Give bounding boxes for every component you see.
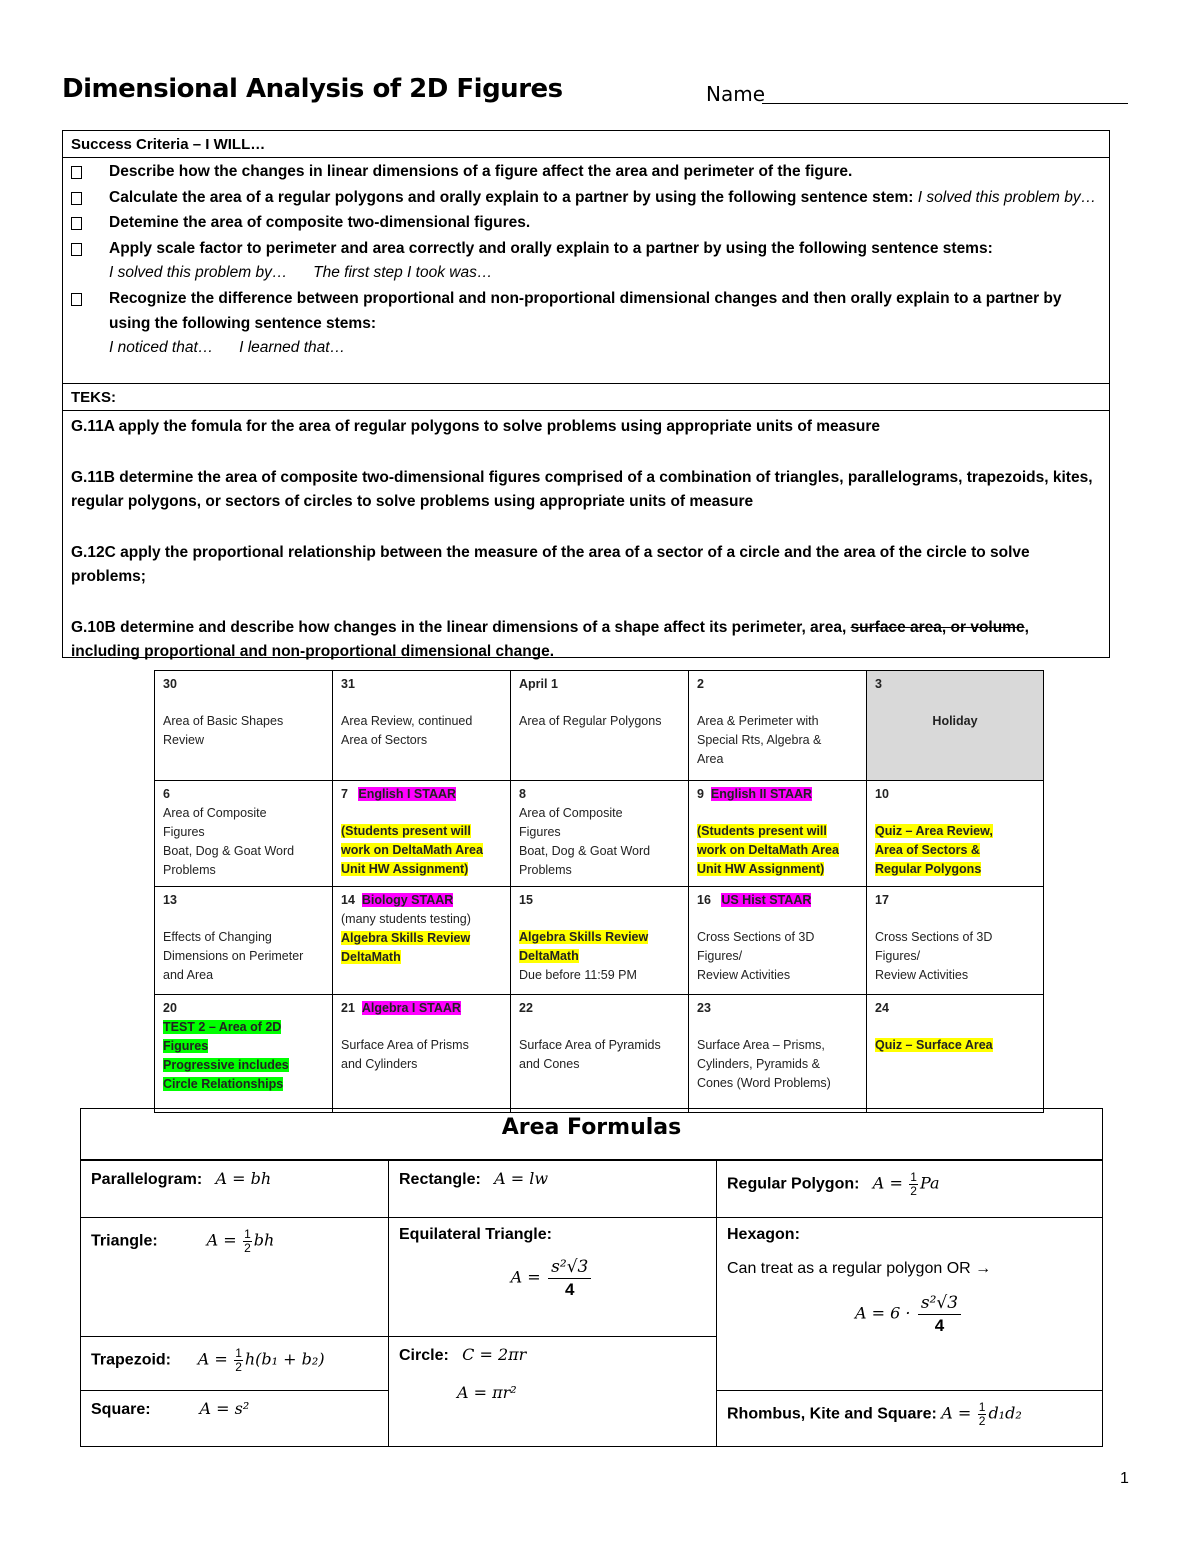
cell-text: work on DeltaMath Area <box>341 843 483 857</box>
cell-text: Cross Sections of 3D <box>697 930 815 944</box>
date-label: 20 <box>163 1001 177 1015</box>
numerator: 1 <box>235 1346 242 1360</box>
formula-expression: A = <box>510 1267 541 1287</box>
cell-text: Cross Sections of 3D <box>875 930 993 944</box>
criteria-item <box>71 211 1101 236</box>
cell-text: Review Activities <box>875 968 969 982</box>
staar-badge: Algebra I STAAR <box>361 1001 461 1015</box>
date-label: 23 <box>697 1001 711 1015</box>
formula-expression: A = s² <box>199 1399 250 1418</box>
fraction <box>909 1171 918 1198</box>
formula-trapezoid <box>80 1336 389 1391</box>
cell-text: Figures <box>519 825 561 839</box>
cell-text: (many students testing) <box>341 912 471 926</box>
calendar-cell <box>689 995 867 1113</box>
calendar-cell <box>155 671 333 781</box>
denominator: 2 <box>910 1184 917 1198</box>
cell-text: Surface Area of Pyramids <box>519 1038 661 1052</box>
formula-label: Trapezoid: <box>91 1351 172 1369</box>
formula-label: Parallelogram: <box>91 1171 203 1188</box>
strikethrough-text: surface area, or volume <box>850 618 1025 636</box>
cell-text: Area Review, continued <box>341 714 473 728</box>
teks-g11b: G.11B determine the area of composite two-dimensional figures comprised of a combination of triangles, parallelograms, trapezoids, kites, regular polygons, or sectors of circles to solve problems using appropriate units of measure <box>71 468 1093 510</box>
cell-text: Dimensions on Perimeter <box>163 949 304 963</box>
cell-text: Algebra Skills Review <box>519 930 649 944</box>
formula-expression: h(b₁ + b₂) <box>244 1349 325 1369</box>
calendar-row <box>155 995 1044 1113</box>
cell-text: Area <box>697 752 724 766</box>
denominator: 4 <box>934 1316 945 1335</box>
cell-text: and Cylinders <box>341 1057 418 1071</box>
criteria-heading: Success Criteria – I WILL… <box>63 131 1109 158</box>
cell-text: Regular Polygons <box>875 862 982 876</box>
calendar-table <box>154 670 1044 1113</box>
calendar-cell <box>867 887 1044 995</box>
date-label: 8 <box>519 787 526 801</box>
criteria-item <box>71 237 1101 286</box>
cell-text: Problems <box>163 863 216 877</box>
page-title: Dimensional Analysis of 2D Figures <box>62 74 563 104</box>
staar-badge: Biology STAAR <box>361 893 454 907</box>
date-label: April 1 <box>519 677 558 691</box>
formula-rhombus-kite <box>716 1390 1103 1447</box>
formula-expression: Pa <box>919 1173 940 1193</box>
holiday-label: Holiday <box>932 714 978 728</box>
calendar-cell <box>689 671 867 781</box>
cell-text: Area of Basic Shapes <box>163 714 284 728</box>
teks-text: G.10B determine and describe how changes in the linear dimensions of a shape affect its perimeter, area, <box>71 618 851 636</box>
date-label: 13 <box>163 893 177 907</box>
staar-badge: US Hist STAAR <box>721 893 812 907</box>
calendar-cell <box>511 995 689 1113</box>
cell-text: Boat, Dog & Goat Word <box>163 844 295 858</box>
cell-text: Unit HW Assignment) <box>341 862 469 876</box>
numerator: s²√3 <box>918 1292 961 1315</box>
cell-text: Area of Sectors & <box>875 843 980 857</box>
success-criteria-box <box>62 130 1110 658</box>
cell-text: Area & Perimeter with <box>697 714 819 728</box>
cell-text: Problems <box>519 863 572 877</box>
cell-text: and Cones <box>519 1057 580 1071</box>
calendar-cell <box>155 887 333 995</box>
fraction <box>978 1401 987 1428</box>
criteria-text: Detemine the area of composite two-dimensional figures. <box>109 214 531 232</box>
cell-text: Effects of Changing <box>163 930 272 944</box>
criteria-text: Describe how the changes in linear dimensions of a figure affect the area and perimeter of the figure. <box>109 163 853 180</box>
fraction <box>243 1228 252 1255</box>
formula-hexagon <box>716 1217 1103 1391</box>
name-label: Name <box>706 82 766 106</box>
formula-label: Square: <box>91 1401 151 1418</box>
cell-text: Area of Regular Polygons <box>519 714 662 728</box>
formula-expression: A = bh <box>215 1169 272 1188</box>
hexagon-note: Can treat as a regular polygon OR → <box>727 1260 992 1277</box>
date-label: 2 <box>697 677 704 691</box>
date-label: 24 <box>875 1001 889 1015</box>
calendar-cell <box>867 995 1044 1113</box>
date-label: 30 <box>163 677 177 691</box>
cell-text: DeltaMath <box>519 949 579 963</box>
calendar-cell <box>689 781 867 887</box>
cell-text: and Area <box>163 968 214 982</box>
date-label: 10 <box>875 787 889 801</box>
cell-text: Surface Area of Prisms <box>341 1038 469 1052</box>
cell-text: Quiz – Surface Area <box>875 1038 993 1052</box>
criteria-text: Apply scale factor to perimeter and area correctly and orally explain to a partner by using the following sentence stems: <box>109 239 993 257</box>
calendar-cell <box>867 781 1044 887</box>
criteria-item <box>71 287 1101 361</box>
cell-text: (Students present will <box>697 824 827 838</box>
teks-text: , including proportional and non-proportional dimensional change. <box>71 618 1029 660</box>
cell-text: Boat, Dog & Goat Word <box>519 844 651 858</box>
denominator: 4 <box>565 1280 575 1299</box>
formula-expression: A = 6 · <box>854 1303 911 1323</box>
calendar-cell <box>511 781 689 887</box>
sentence-stem: I noticed that… I learned that… <box>109 339 346 357</box>
criteria-item <box>71 160 1101 185</box>
staar-badge: English II STAAR <box>710 787 813 801</box>
criteria-text: Recognize the difference between proportional and non-proportional dimensional changes and then orally explain to a partner by using the following sentence stems: <box>109 289 1062 332</box>
cell-text: Area of Composite <box>163 806 267 820</box>
cell-text: Circle Relationships <box>163 1077 284 1091</box>
calendar-cell <box>155 781 333 887</box>
formula-regular-polygon <box>716 1160 1103 1218</box>
date-label: 21 <box>341 1001 355 1015</box>
date-label: 15 <box>519 893 533 907</box>
formula-parallelogram <box>80 1160 389 1218</box>
formula-circle <box>388 1336 717 1447</box>
formula-expression: A = <box>206 1230 237 1250</box>
date-label: 14 <box>341 893 355 907</box>
numerator: 1 <box>978 1400 986 1414</box>
fraction <box>548 1256 591 1301</box>
cell-text: Quiz – Area Review, <box>875 824 993 838</box>
cell-text: Due before 11:59 PM <box>519 968 637 982</box>
cell-text: Figures <box>163 825 205 839</box>
criteria-text: Calculate the area of a regular polygons and orally explain to a partner by using the following sentence stem: <box>109 188 918 206</box>
calendar-cell <box>333 887 511 995</box>
cell-text: Unit HW Assignment) <box>697 862 825 876</box>
date-label: 31 <box>341 677 355 691</box>
date-label: 16 <box>697 893 711 907</box>
denominator: 2 <box>235 1360 242 1374</box>
formula-expression: bh <box>253 1230 275 1250</box>
formula-label: Rhombus, Kite and Square: <box>727 1405 937 1423</box>
formula-expression: d₁d₂ <box>988 1403 1022 1423</box>
teks-heading: TEKS: <box>63 383 1109 411</box>
criteria-item <box>71 186 1101 211</box>
checkbox-icon[interactable] <box>71 243 82 256</box>
formula-label: Hexagon: <box>727 1226 800 1243</box>
calendar-cell <box>155 995 333 1113</box>
area-formulas-title: Area Formulas <box>80 1108 1103 1160</box>
date-label: 7 <box>341 787 348 801</box>
numerator: 1 <box>910 1170 917 1184</box>
cell-text: TEST 2 – Area of 2D <box>163 1020 282 1034</box>
checkbox-icon[interactable] <box>71 166 82 179</box>
cell-text: Figures/ <box>697 949 743 963</box>
checkbox-icon[interactable] <box>71 217 82 230</box>
fraction <box>234 1347 243 1374</box>
cell-text: DeltaMath <box>341 950 401 964</box>
calendar-cell <box>333 995 511 1113</box>
cell-text: Review <box>163 733 204 747</box>
cell-text: Cylinders, Pyramids & <box>697 1057 820 1071</box>
calendar-cell-holiday <box>867 671 1044 781</box>
cell-text: work on DeltaMath Area <box>697 843 839 857</box>
denominator: 2 <box>244 1241 251 1255</box>
teks-g10b <box>71 616 1101 665</box>
formula-triangle <box>80 1217 389 1337</box>
date-label: 17 <box>875 893 889 907</box>
formula-equilateral-triangle <box>388 1217 717 1337</box>
date-label: 9 <box>697 787 704 801</box>
calendar-cell <box>689 887 867 995</box>
cell-text: Algebra Skills Review <box>341 931 471 945</box>
calendar-cell <box>333 671 511 781</box>
cell-text: Figures/ <box>875 949 921 963</box>
formula-expression: A = <box>197 1349 228 1369</box>
date-label: 6 <box>163 787 170 801</box>
fraction <box>918 1292 961 1337</box>
cell-text: Area of Sectors <box>341 733 428 747</box>
cell-text: Special Rts, Algebra & <box>697 733 822 747</box>
calendar-row <box>155 781 1044 887</box>
cell-text: Figures <box>163 1039 209 1053</box>
calendar-cell <box>333 781 511 887</box>
formula-label: Circle: <box>399 1347 449 1364</box>
cell-text: Cones (Word Problems) <box>697 1076 831 1090</box>
calendar-cell <box>511 671 689 781</box>
formula-label: Regular Polygon: <box>727 1175 860 1193</box>
page-number: 1 <box>1120 1470 1129 1487</box>
formula-label: Equilateral Triangle: <box>399 1226 552 1243</box>
numerator: 1 <box>244 1227 251 1241</box>
teks-g11a: G.11A apply the fomula for the area of regular polygons to solve problems using appropriate units of measure <box>71 418 881 435</box>
formula-expression: A = <box>872 1173 903 1193</box>
cell-text: Progressive includes <box>163 1058 289 1072</box>
teks-g12c: G.12C apply the proportional relationship between the measure of the area of a sector of a circle and the area of the circle to solve problems; <box>71 543 1030 585</box>
circle-area-formula: A = πr² <box>457 1383 517 1402</box>
date-label: 22 <box>519 1001 533 1015</box>
formula-expression: A = lw <box>494 1169 549 1188</box>
formula-rectangle <box>388 1160 717 1218</box>
cell-text: (Students present will <box>341 824 471 838</box>
formula-square <box>80 1390 389 1447</box>
sentence-stem: I solved this problem by… <box>917 188 1097 206</box>
calendar-cell <box>511 887 689 995</box>
checkbox-icon[interactable] <box>71 192 82 205</box>
checkbox-icon[interactable] <box>71 293 82 306</box>
date-label: 3 <box>875 677 882 691</box>
formula-expression: A = <box>941 1403 972 1423</box>
denominator: 2 <box>978 1414 986 1428</box>
sentence-stem: I solved this problem by… The first step I took was… <box>109 264 493 282</box>
calendar-row <box>155 887 1044 995</box>
teks-list <box>71 415 1101 691</box>
cell-text: Surface Area – Prisms, <box>697 1038 825 1052</box>
cell-text: Area of Composite <box>519 806 623 820</box>
formula-label: Rectangle: <box>399 1171 481 1188</box>
calendar-row <box>155 671 1044 781</box>
cell-text: Review Activities <box>697 968 791 982</box>
staar-badge: English I STAAR <box>358 787 457 801</box>
numerator: s²√3 <box>548 1256 591 1279</box>
criteria-list <box>63 160 1109 362</box>
name-field[interactable] <box>762 103 1128 104</box>
circumference-formula: C = 2πr <box>462 1345 527 1364</box>
formula-label: Triangle: <box>91 1232 158 1250</box>
